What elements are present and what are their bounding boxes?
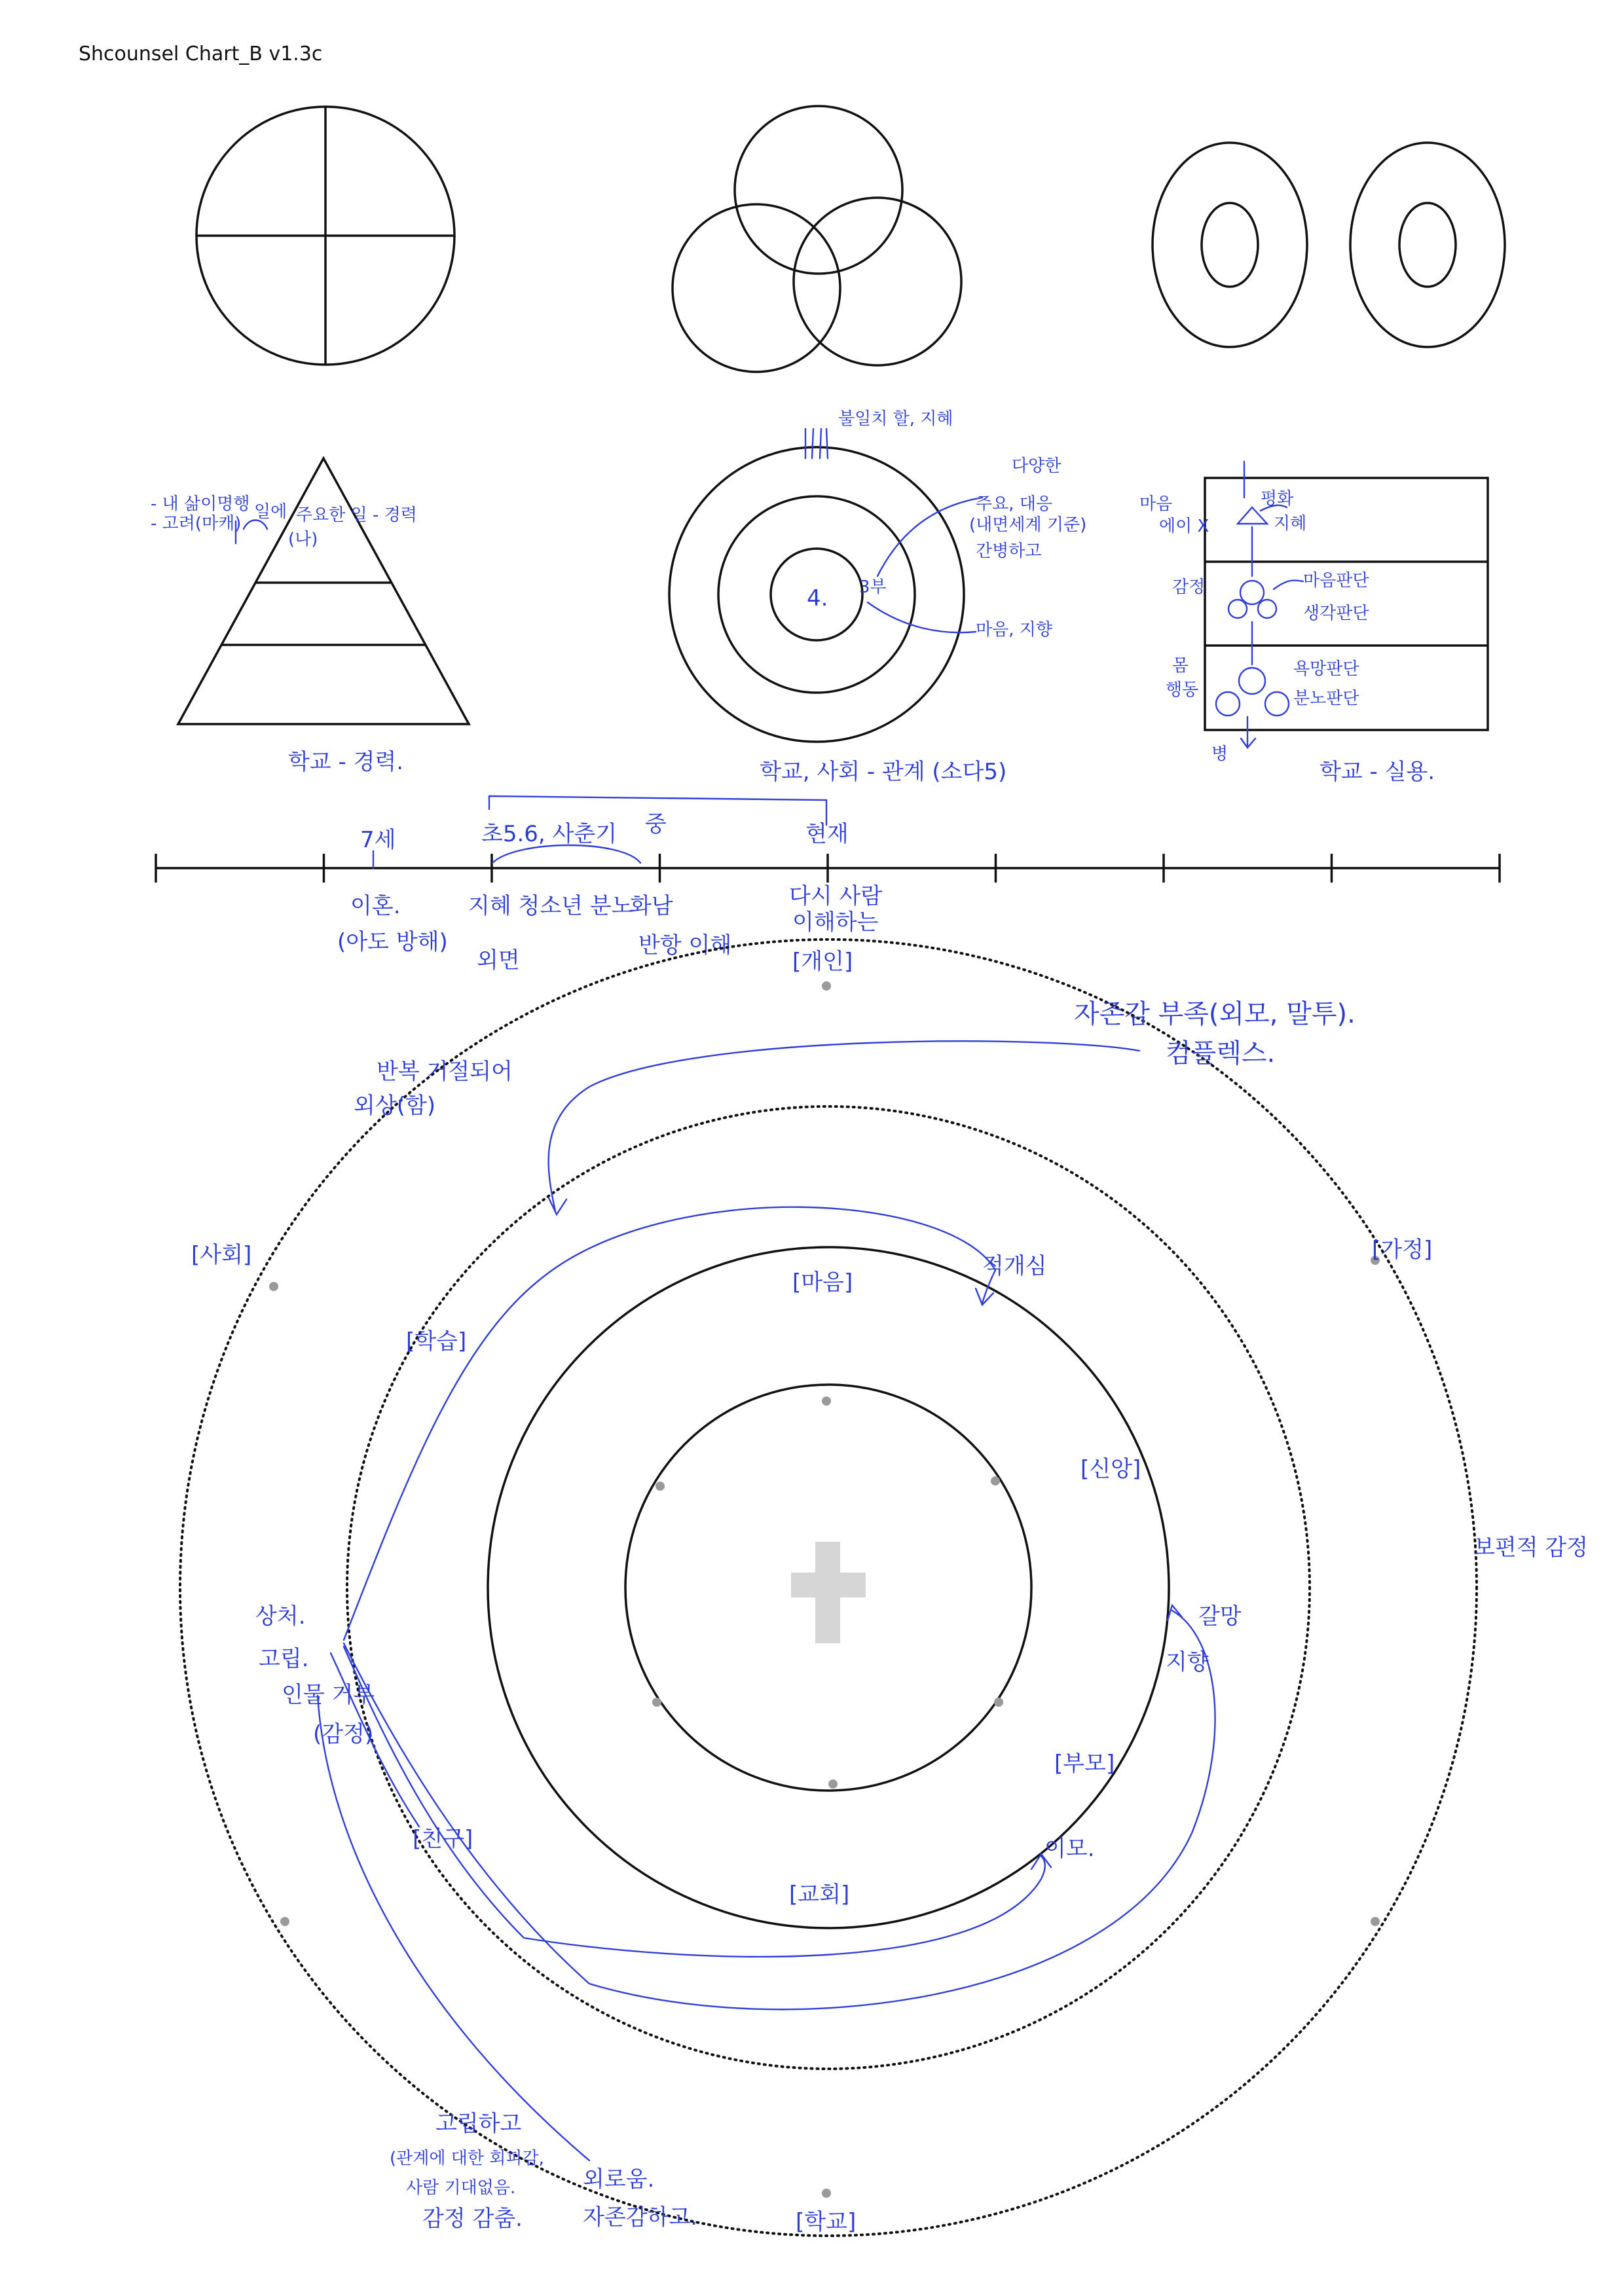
rings-center-number: 4.	[807, 585, 828, 611]
core-dot-upper-left	[655, 1482, 665, 1491]
levels-ink-node-4	[1239, 668, 1265, 694]
note-top-left-2: 외상(함)	[354, 1093, 436, 1119]
page-title: Shcounsel Chart_B v1.3c	[79, 43, 323, 65]
note-bottom-left-2: (관계에 대한 회피감,	[390, 2149, 544, 2168]
inner-label-faith: [신앙]	[1080, 1456, 1141, 1482]
timeline-below-2b: 외면	[477, 947, 520, 974]
label-family: [가정]	[1372, 1237, 1433, 1263]
note-left-4: (감정)	[313, 1721, 374, 1747]
inner-label-friends: [친구]	[413, 1826, 473, 1852]
note-left-2: 고립.	[259, 1646, 309, 1672]
anchor-dot-lower-left	[280, 1917, 289, 1926]
timeline-above-1: 7세	[360, 827, 396, 853]
label-individual: [개인]	[792, 949, 853, 975]
curve-bottom-left	[318, 1696, 589, 2160]
levels-left-5: 행동	[1166, 680, 1199, 700]
anchor-dot-left	[269, 1282, 278, 1291]
anchor-dot-top	[822, 981, 831, 991]
double-ring-pair-template	[1153, 143, 1505, 347]
pyramid-note-3: 일에	[254, 502, 287, 522]
timeline-above-3: 중	[645, 811, 667, 837]
timeline-below-4b: 이해하는	[792, 909, 879, 936]
note-bottom-mid-2: 자존감하고.	[583, 2204, 698, 2231]
note-longing: 갈망	[1198, 1603, 1242, 1630]
note-hostility: 적개심	[982, 1253, 1047, 1279]
pyramid-note-4: 주요한 일 - 경력	[296, 505, 417, 525]
inner-label-study: [학습]	[406, 1328, 467, 1355]
levels-left-3: 감정	[1172, 577, 1206, 597]
levels-ink-node-3	[1258, 600, 1276, 618]
note-aunt: 이모.	[1044, 1836, 1095, 1862]
core-dot-bottom	[828, 1779, 838, 1789]
rings-caption: 학교, 사회 - 관계 (소다5)	[760, 759, 1007, 785]
timeline-below-2a: 지혜 청소년 분노	[468, 893, 633, 919]
pyramid-caption: 학교 - 경력.	[288, 749, 404, 775]
quartered-circle-template	[196, 107, 454, 365]
rings-note-7: 3부	[859, 577, 887, 597]
note-direction: 지향	[1166, 1649, 1209, 1675]
note-left-3: 인물 거부	[282, 1682, 375, 1708]
curve-left-to-top	[344, 1207, 995, 1640]
rings-ink-ticks	[805, 429, 828, 458]
rings-note-1: 불일치 할, 지혜	[838, 409, 953, 429]
anchor-dot-lower-right	[1371, 1917, 1380, 1926]
timeline-above-2: 초5.6, 사춘기	[481, 821, 618, 847]
note-bottom-left-1: 고립하고	[435, 2111, 522, 2137]
anchor-dot-bottom	[822, 2189, 831, 2198]
curve-top-arrow	[549, 1041, 1139, 1211]
timeline-arc	[492, 845, 640, 863]
note-top-left-1: 반복 거절되어	[377, 1059, 513, 1085]
levels-ink-node-1	[1240, 581, 1264, 604]
inner-label-church: [교회]	[789, 1882, 850, 1908]
levels-left-4: 몸	[1172, 656, 1189, 676]
levels-ink-arrow	[1241, 717, 1255, 748]
rings-note-5: 간병하고	[976, 541, 1042, 561]
timeline-below-3a: 화남	[630, 893, 673, 919]
core-dot-lower-right	[994, 1698, 1003, 1707]
levels-right-1: 평화	[1261, 489, 1294, 509]
levels-ink-node-5	[1216, 692, 1240, 716]
rings-ink-line-1	[877, 498, 982, 576]
pyramid-note-2: - 고려(마캐)	[151, 514, 242, 534]
main-relationship-diagram	[180, 939, 1477, 2236]
levels-right-6: 분노판단	[1293, 689, 1359, 708]
rings-note-4: (내면세계 기준)	[969, 515, 1087, 535]
levels-left-6: 병	[1211, 744, 1228, 764]
rings-note-2: 다양한	[1012, 456, 1061, 476]
pyramid-note-5: (나)	[288, 530, 318, 549]
note-universal-emotion: 보편적 감정	[1473, 1535, 1589, 1561]
timeline-below-4a: 다시 사람	[789, 883, 883, 909]
pyramid-note-1: - 내 삶이명행	[151, 494, 250, 514]
inner-label-parents: [부모]	[1054, 1751, 1115, 1777]
note-top-right-1: 자존감 부족(외모, 말투).	[1074, 999, 1356, 1029]
core-dot-lower-left	[652, 1698, 661, 1707]
inner-label-heart: [마음]	[792, 1269, 853, 1296]
levels-caption: 학교 - 실용.	[1320, 759, 1435, 785]
levels-right-2: 지혜	[1274, 514, 1307, 534]
curve-top-arrowhead	[549, 1198, 566, 1214]
levels-right-3: 마음판단	[1303, 571, 1369, 591]
label-school: [학교]	[796, 2209, 857, 2235]
rings-note-3: 주요, 대응	[976, 494, 1052, 514]
levels-right-4: 생각판단	[1303, 604, 1369, 623]
levels-right-5: 욕망판단	[1293, 659, 1359, 679]
cross-icon	[791, 1542, 866, 1643]
label-society: [사회]	[191, 1242, 252, 1268]
curve-left-to-right	[344, 1611, 1215, 2009]
note-left-1: 상처.	[255, 1603, 306, 1630]
levels-ink-node-2	[1228, 600, 1247, 618]
note-bottom-left-3: 사람 기대없음.	[406, 2178, 516, 2198]
levels-ink-node-6	[1265, 692, 1289, 716]
core-dot-top	[822, 1396, 831, 1406]
levels-left-1: 마음	[1139, 494, 1173, 514]
rings-note-6: 마음, 지향	[976, 620, 1052, 640]
note-bottom-mid-1: 외로움.	[583, 2166, 655, 2193]
note-top-right-2: 컴플렉스.	[1166, 1038, 1276, 1068]
note-bottom-left-4: 감정 감춤.	[422, 2206, 523, 2232]
venn-three-template	[673, 106, 961, 372]
timeline-above-4: 현재	[805, 821, 849, 847]
timeline-below-1b: (아도 방해)	[337, 929, 448, 955]
levels-ink-tick-2	[1274, 580, 1303, 589]
timeline-below-3b: 반항 이해	[638, 932, 732, 958]
timeline-below-1a: 이혼.	[350, 893, 401, 919]
levels-left-2: 에이 X	[1159, 517, 1209, 536]
core-dot-upper-right	[991, 1476, 1000, 1485]
